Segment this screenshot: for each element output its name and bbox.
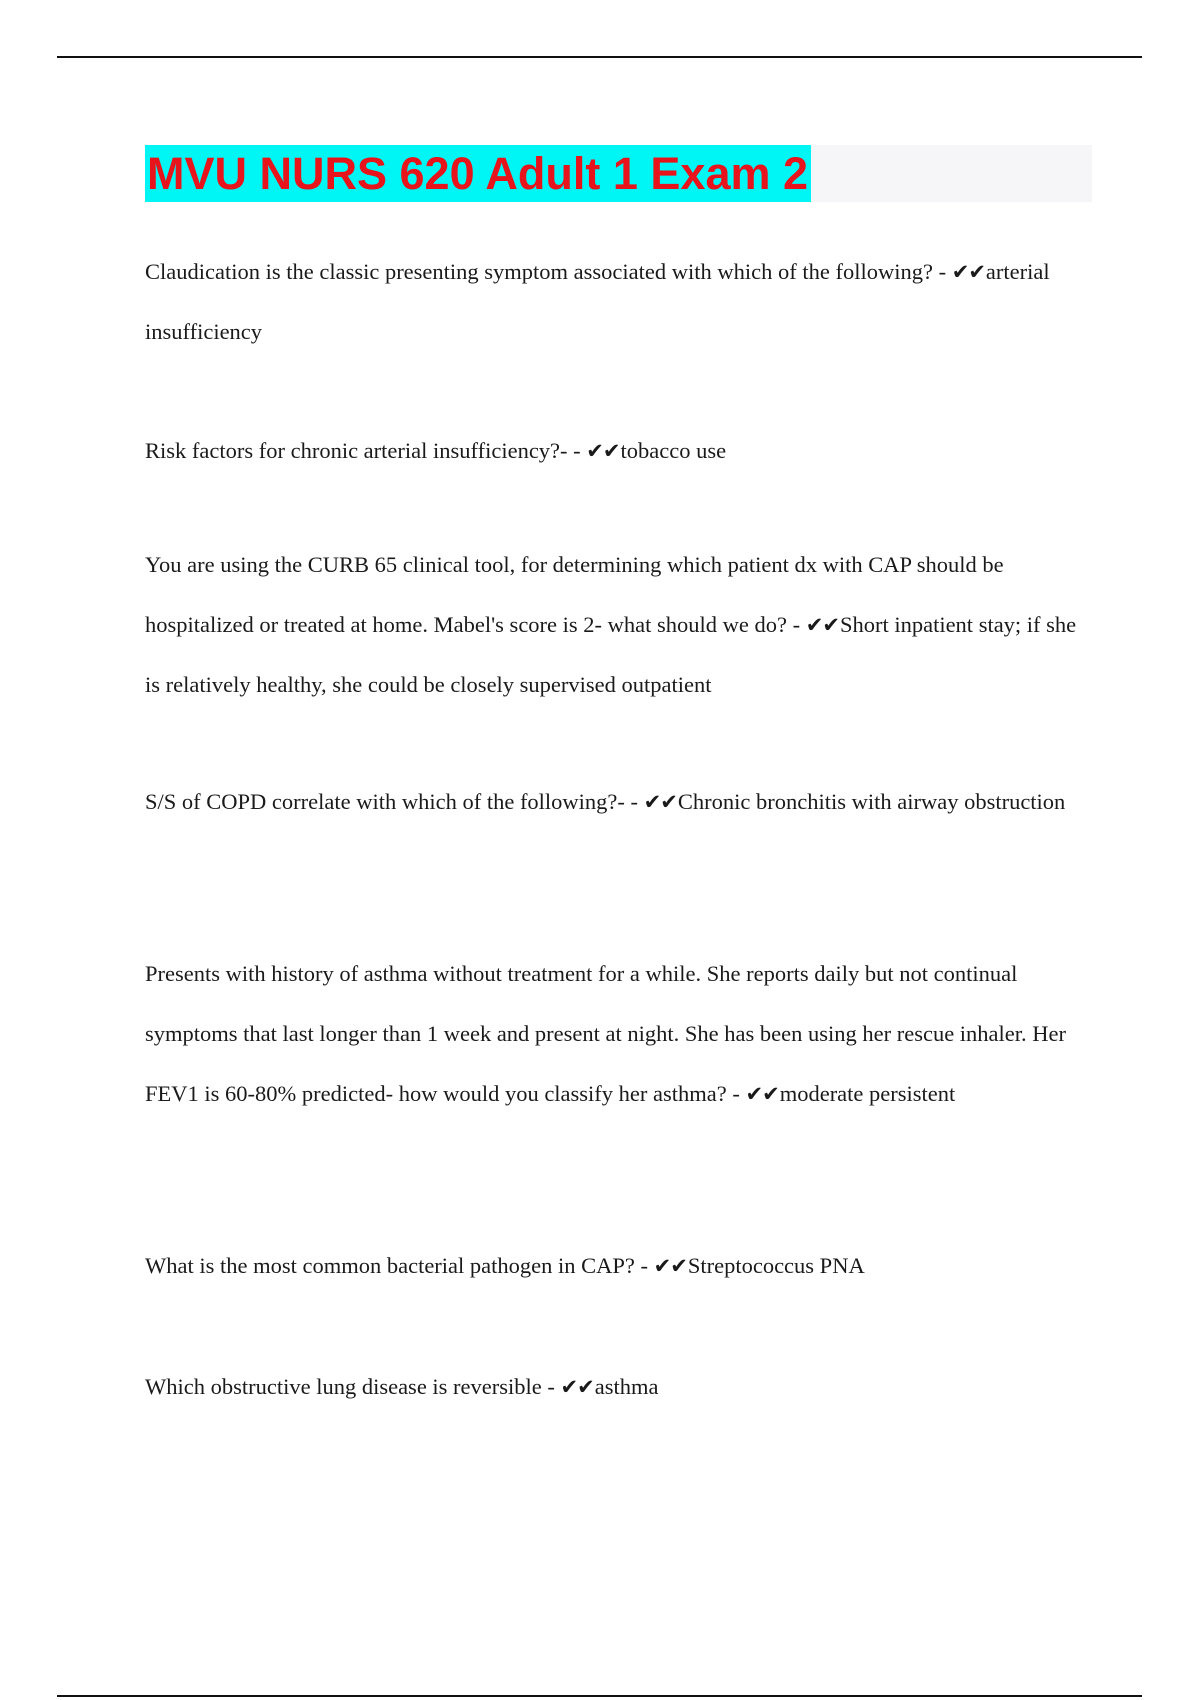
answer-3: Short inpatient stay; if she is relatively healthy, she could be closely supervised outpatient xyxy=(145,612,1077,697)
checkmark-icon: ✔✔ xyxy=(586,439,620,463)
qa-item-3 xyxy=(145,535,1095,715)
answer-5: moderate persistent xyxy=(779,1081,956,1106)
footer-rule xyxy=(57,1695,1142,1697)
checkmark-icon: ✔✔ xyxy=(653,1254,687,1278)
checkmark-icon: ✔✔ xyxy=(745,1082,779,1106)
qa-item-6 xyxy=(145,1236,1095,1296)
question-4: S/S of COPD correlate with which of the following?- - xyxy=(145,789,644,814)
question-7: Which obstructive lung disease is reversible - xyxy=(145,1374,561,1399)
checkmark-icon: ✔✔ xyxy=(951,260,985,284)
qa-item-2 xyxy=(145,421,1095,481)
document-title: MVU NURS 620 Adult 1 Exam 2 xyxy=(145,145,811,202)
qa-item-4 xyxy=(145,772,1095,832)
question-1: Claudication is the classic presenting symptom associated with which of the following? - xyxy=(145,259,952,284)
answer-4: Chronic bronchitis with airway obstruction xyxy=(677,789,1066,814)
qa-item-7 xyxy=(145,1357,1095,1417)
checkmark-icon: ✔✔ xyxy=(643,790,677,814)
answer-1: arterial insufficiency xyxy=(145,259,1050,344)
checkmark-icon: ✔✔ xyxy=(560,1375,594,1399)
qa-item-1 xyxy=(145,242,1095,362)
question-6: What is the most common bacterial pathogen in CAP? - xyxy=(145,1253,654,1278)
question-5: Presents with history of asthma without treatment for a while. She reports daily but not continual symptoms that last longer than 1 week and present at night. She has been using her rescue inhaler. Her FEV1 is 60-80% predicted- how would you classify her asthma? - xyxy=(145,961,1067,1106)
answer-2: tobacco use xyxy=(620,438,727,463)
checkmark-icon: ✔✔ xyxy=(805,613,839,637)
question-2: Risk factors for chronic arterial insufficiency?- - xyxy=(145,438,587,463)
header-rule xyxy=(57,56,1142,58)
answer-7: asthma xyxy=(594,1374,659,1399)
question-3: You are using the CURB 65 clinical tool, for determining which patient dx with CAP should be hospitalized or treated at home. Mabel's score is 2- what should we do? - xyxy=(145,552,1004,637)
qa-item-5 xyxy=(145,944,1095,1124)
answer-6: Streptococcus PNA xyxy=(687,1253,865,1278)
